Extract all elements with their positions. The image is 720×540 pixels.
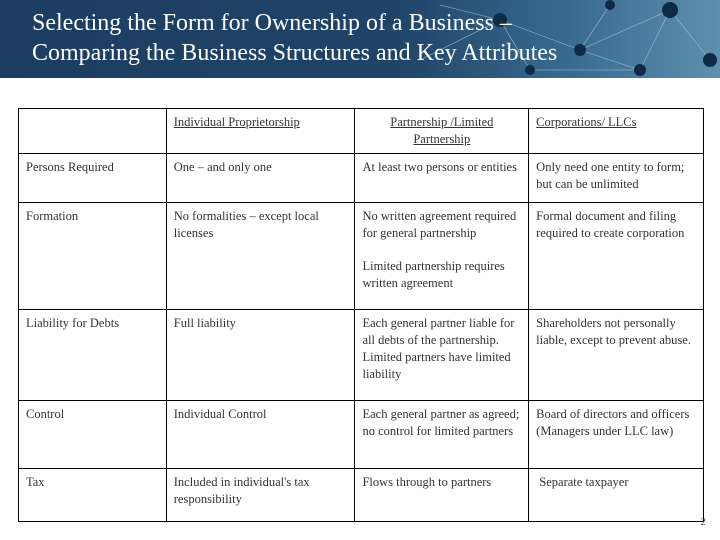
cell-text: No written agreement required for general partnership: [362, 209, 517, 240]
table-row: [19, 203, 704, 310]
page-number: 2: [700, 516, 706, 528]
header-cell: [19, 109, 167, 154]
table-cell: Separate taxpayer: [529, 469, 704, 522]
row-label: Liability for Debts: [19, 310, 167, 401]
table-cell: Included in individual's tax responsibility: [166, 469, 355, 522]
header-row: [19, 109, 704, 154]
title-line-2: Comparing the Business Structures and Key Attributes: [32, 40, 558, 66]
table-cell: [355, 203, 529, 310]
table-row: [19, 401, 704, 469]
table-cell: At least two persons or entities: [355, 154, 529, 203]
header-cell: Partnership /Limited Partnership: [355, 109, 529, 154]
cell-note: Limited partnership requires written agreement: [362, 259, 505, 290]
table-cell: Full liability: [166, 310, 355, 401]
table-cell: Each general partner as agreed; no control for limited partners: [355, 401, 529, 469]
row-label: Control: [19, 401, 167, 469]
row-label: Persons Required: [19, 154, 167, 203]
title-banner: [0, 0, 720, 78]
table-cell: Individual Control: [166, 401, 355, 469]
header-cell: Corporations/ LLCs: [529, 109, 704, 154]
slide-title: [32, 8, 557, 68]
table-cell: Each general partner liable for all debts of the partnership. Limited partners have limited liability: [355, 310, 529, 401]
header-cell: Individual Proprietorship: [166, 109, 355, 154]
table-cell: No formalities – except local licenses: [166, 203, 355, 310]
table-row: [19, 154, 704, 203]
table-cell: Board of directors and officers (Managers under LLC law): [529, 401, 704, 469]
table-cell: Only need one entity to form; but can be unlimited: [529, 154, 704, 203]
table-row: [19, 469, 704, 522]
comparison-table: [18, 108, 704, 522]
title-line-1: Selecting the Form for Ownership of a Business –: [32, 10, 512, 36]
table-cell: One – and only one: [166, 154, 355, 203]
table-cell: Formal document and filing required to create corporation: [529, 203, 704, 310]
row-label: Formation: [19, 203, 167, 310]
table-cell: Shareholders not personally liable, except to prevent abuse.: [529, 310, 704, 401]
row-label: Tax: [19, 469, 167, 522]
table-row: [19, 310, 704, 401]
table-cell: Flows through to partners: [355, 469, 529, 522]
